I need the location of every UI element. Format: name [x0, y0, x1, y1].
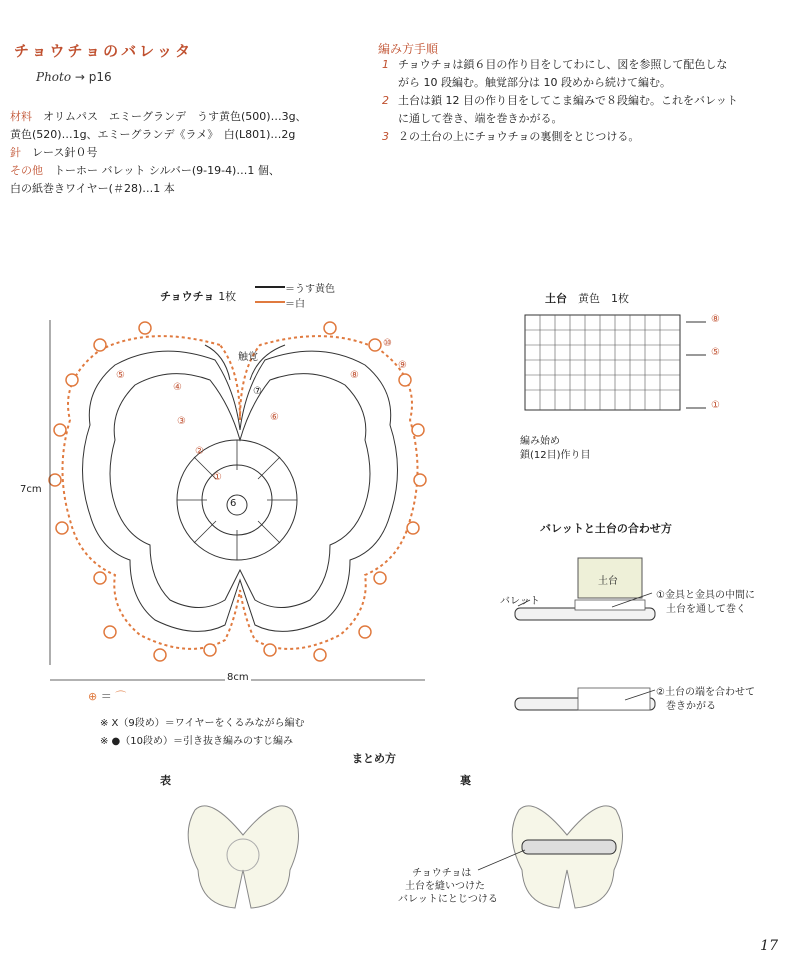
row-label: ③ — [177, 416, 186, 427]
picot-icon: ⌒ — [115, 690, 127, 703]
steps-heading: 編み方手順 — [378, 42, 439, 56]
assembly-step1a: ①金具と金具の中間に — [656, 590, 755, 601]
row-label: ⑦ — [253, 386, 262, 397]
row-label: ② — [195, 446, 204, 457]
row-label: ⑥ — [270, 412, 279, 423]
picot-legend: ⊕ ＝ ⌒ — [88, 690, 127, 703]
note-2: ※ ●（10段め）＝引き抜き編みのすじ編み — [100, 736, 294, 747]
assembly-step1b: 土台を通して巻く — [666, 604, 746, 615]
other-label: その他 — [10, 164, 43, 177]
row-label: ⑨ — [398, 360, 407, 371]
needle-label: 針 — [10, 146, 21, 159]
assembly-step2b: 巻きかがる — [666, 701, 716, 712]
row-label: ⑧ — [350, 370, 359, 381]
base-start-label: 編み始め — [520, 436, 560, 447]
height-dimension: 7cm — [20, 484, 42, 495]
other-line1: トーホー バレット シルバー(9-19-4)…1 個、 — [54, 164, 280, 177]
base-chain-label: 鎖(12目)作り目 — [520, 450, 591, 461]
legend-white: ＝白 — [285, 299, 305, 310]
back-label: 裏 — [460, 774, 471, 787]
photo-page: p16 — [88, 70, 112, 84]
materials-line1: オリムパス エミーグランデ うす黄色(500)…3g、 — [43, 110, 307, 123]
front-label: 表 — [160, 774, 171, 787]
note-1: ※ X（9段め）＝ワイヤーをくるみながら編む — [100, 718, 305, 729]
row-label: ① — [213, 472, 222, 483]
assembly-step2a: ②土台の端を合わせて — [656, 687, 755, 698]
materials-line2: 黄色(520)…1g、エミーグランデ《ラメ》 白(L801)…2g — [10, 128, 296, 141]
finish-note-3: バレットにとじつける — [398, 894, 498, 905]
other-line2: 白の紙巻きワイヤー(＃28)…1 本 — [10, 182, 175, 195]
step-item: 1 チョウチョは鎖６目の作り目をしてわにし、図を参照して配色しな — [382, 58, 728, 71]
finish-title: まとめ方 — [352, 752, 396, 765]
materials-label: 材料 — [10, 110, 32, 123]
step-item: 3 ２の土台の上にチョウチョの裏側をとじつける。 — [382, 130, 640, 143]
steps-list: 1 チョウチョは鎖６目の作り目をしてわにし、図を参照して配色しな がら 10 段編む。触覚部分は 10 段めから続けて編む。 2 土台は鎖 12 目の作り目をしてこま編みで８段編む。これをバレット に通して巻き、端を巻きかがる。 3 ２の土台の上にチョウチョの裏側をとじつける。 — [378, 56, 778, 146]
base-row-1: ① — [711, 400, 720, 411]
barrette-label: バレット — [500, 596, 540, 607]
photo-label: Photo — [36, 70, 72, 84]
legend-yellow: ＝うす黄色 — [285, 284, 335, 295]
row-label: ④ — [173, 382, 182, 393]
bobble-icon: ⊕ — [88, 690, 98, 703]
step-item: 2 土台は鎖 12 目の作り目をしてこま編みで８段編む。これをバレット — [382, 94, 738, 107]
base-row-5: ⑤ — [711, 347, 720, 358]
finish-note-1: チョウチョは — [412, 868, 472, 879]
page-title: チョウチョのバレッタ — [14, 42, 193, 60]
base-title: 土台 黄色 1枚 — [545, 292, 629, 305]
antenna-label: 触覚 — [238, 352, 258, 363]
needle-value: レース針０号 — [32, 146, 98, 159]
finish-note-2: 土台を縫いつけた — [405, 881, 485, 892]
width-dimension: 8cm — [227, 672, 249, 683]
row-label: ⑩ — [383, 338, 392, 349]
base-row-8: ⑧ — [711, 314, 720, 325]
assembly-title: バレットと土台の合わせ方 — [540, 522, 672, 535]
butterfly-title: チョウチョ 1枚 — [160, 290, 237, 303]
center-ring-label: 6 — [230, 498, 237, 509]
arrow-icon: → — [74, 70, 85, 84]
row-label: ⑤ — [116, 370, 125, 381]
assembly-base-box: 土台 — [598, 576, 618, 587]
page-number: 17 — [760, 938, 778, 954]
